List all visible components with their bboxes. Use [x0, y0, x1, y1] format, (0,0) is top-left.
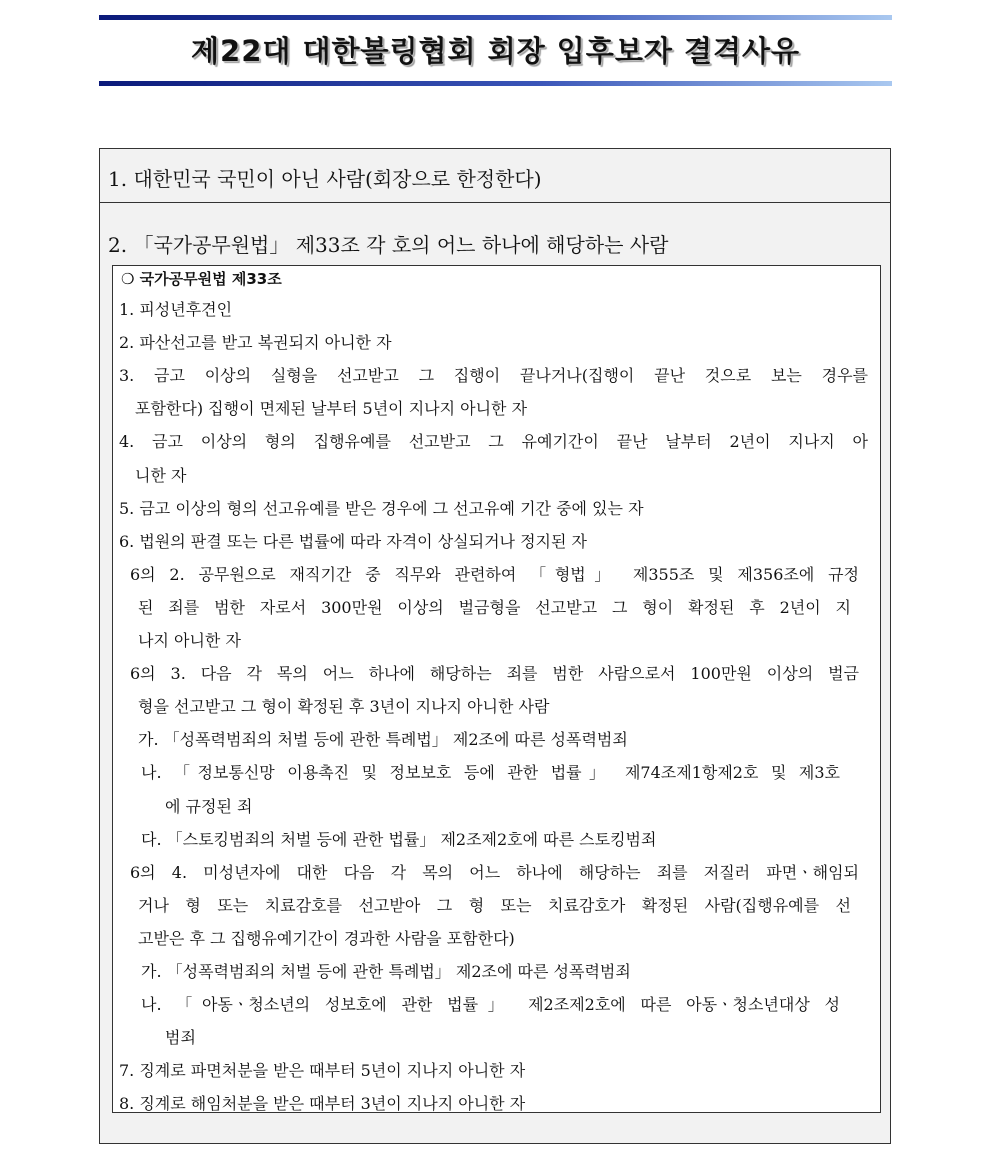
- clause-line: 된 죄를 범한 자로서 300만원 이상의 벌금형을 선고받고 그 형이 확정된 후 2년이 지: [138, 598, 851, 617]
- clause-line: 4. 금고 이상의 형의 집행유예를 선고받고 그 유예기간이 끝난 날부터 2년이 지나지 아: [119, 432, 868, 451]
- row-2-text: 2. 「국가공무원법」 제33조 각 호의 어느 하나에 해당하는 사람: [108, 233, 669, 257]
- clause-line: 6의 3. 다음 각 목의 어느 하나에 해당하는 죄를 범한 사람으로서 100만원 이상의 벌금: [130, 664, 859, 683]
- clause-line: 8. 징계로 해임처분을 받은 때부터 3년이 지나지 아니한 자: [119, 1094, 526, 1113]
- clause-line: 포함한다) 집행이 면제된 날부터 5년이 지나지 아니한 자: [135, 399, 528, 418]
- clause-line: 2. 파산선고를 받고 복권되지 아니한 자: [119, 333, 392, 352]
- disqualification-table: [99, 148, 891, 1144]
- clause-line: 니한 자: [135, 466, 187, 485]
- clause-line: 7. 징계로 파면처분을 받은 때부터 5년이 지나지 아니한 자: [119, 1061, 526, 1080]
- clause-line: 나. 「아동ㆍ청소년의 성보호에 관한 법률」 제2조제2호에 따른 아동ㆍ청소년대상 성: [141, 995, 840, 1014]
- clause-line: 나지 아니한 자: [138, 631, 241, 650]
- clause-line: 3. 금고 이상의 실형을 선고받고 그 집행이 끝나거나(집행이 끝난 것으로 보는 경우를: [119, 366, 868, 385]
- clause-line: 6. 법원의 판결 또는 다른 법률에 따라 자격이 상실되거나 정지된 자: [119, 532, 587, 551]
- page-title: 제22대 대한볼링협회 회장 입후보자 결격사유: [191, 34, 800, 68]
- clause-line: 에 규정된 죄: [165, 797, 253, 816]
- clause-line: 거나 형 또는 치료감호를 선고받아 그 형 또는 치료감호가 확정된 사람(집행유예를 선: [138, 896, 851, 915]
- clause-line: 5. 금고 이상의 형의 선고유예를 받은 경우에 그 선고유예 기간 중에 있는 자: [119, 499, 644, 518]
- clause-line: 형을 선고받고 그 형이 확정된 후 3년이 지나지 아니한 사람: [138, 697, 550, 716]
- row-1-text: 1. 대한민국 국민이 아닌 사람(회장으로 한정한다): [108, 167, 542, 191]
- clause-line: 1. 피성년후견인: [119, 300, 233, 319]
- clause-line: 6의 2. 공무원으로 재직기간 중 직무와 관련하여 「형법」 제355조 및 제356조에 규정: [130, 565, 859, 584]
- clause-line: 다. 「스토킹범죄의 처벌 등에 관한 법률」 제2조제2호에 따른 스토킹범죄: [141, 830, 657, 849]
- clause-line: 고받은 후 그 집행유예기간이 경과한 사람을 포함한다): [138, 929, 515, 948]
- table-row-1: [100, 149, 890, 203]
- clause-line: 6의 4. 미성년자에 대한 다음 각 목의 어느 하나에 해당하는 죄를 저질러 파면ㆍ해임되: [130, 863, 859, 882]
- title-bottom-bar: [99, 81, 892, 86]
- clause-line: 가. 「성폭력범죄의 처벌 등에 관한 특례법」 제2조에 따른 성폭력범죄: [141, 962, 631, 981]
- law-article-title: ❍ 국가공무원법 제33조: [121, 270, 282, 288]
- clause-line: 가. 「성폭력범죄의 처벌 등에 관한 특례법」 제2조에 따른 성폭력범죄: [138, 730, 628, 749]
- clause-line: 범죄: [165, 1028, 196, 1047]
- clause-line: 나. 「정보통신망 이용촉진 및 정보보호 등에 관한 법률」 제74조제1항제2호 및 제3호: [141, 763, 840, 782]
- law-article-box: [112, 265, 881, 1113]
- title-top-bar: [99, 15, 892, 20]
